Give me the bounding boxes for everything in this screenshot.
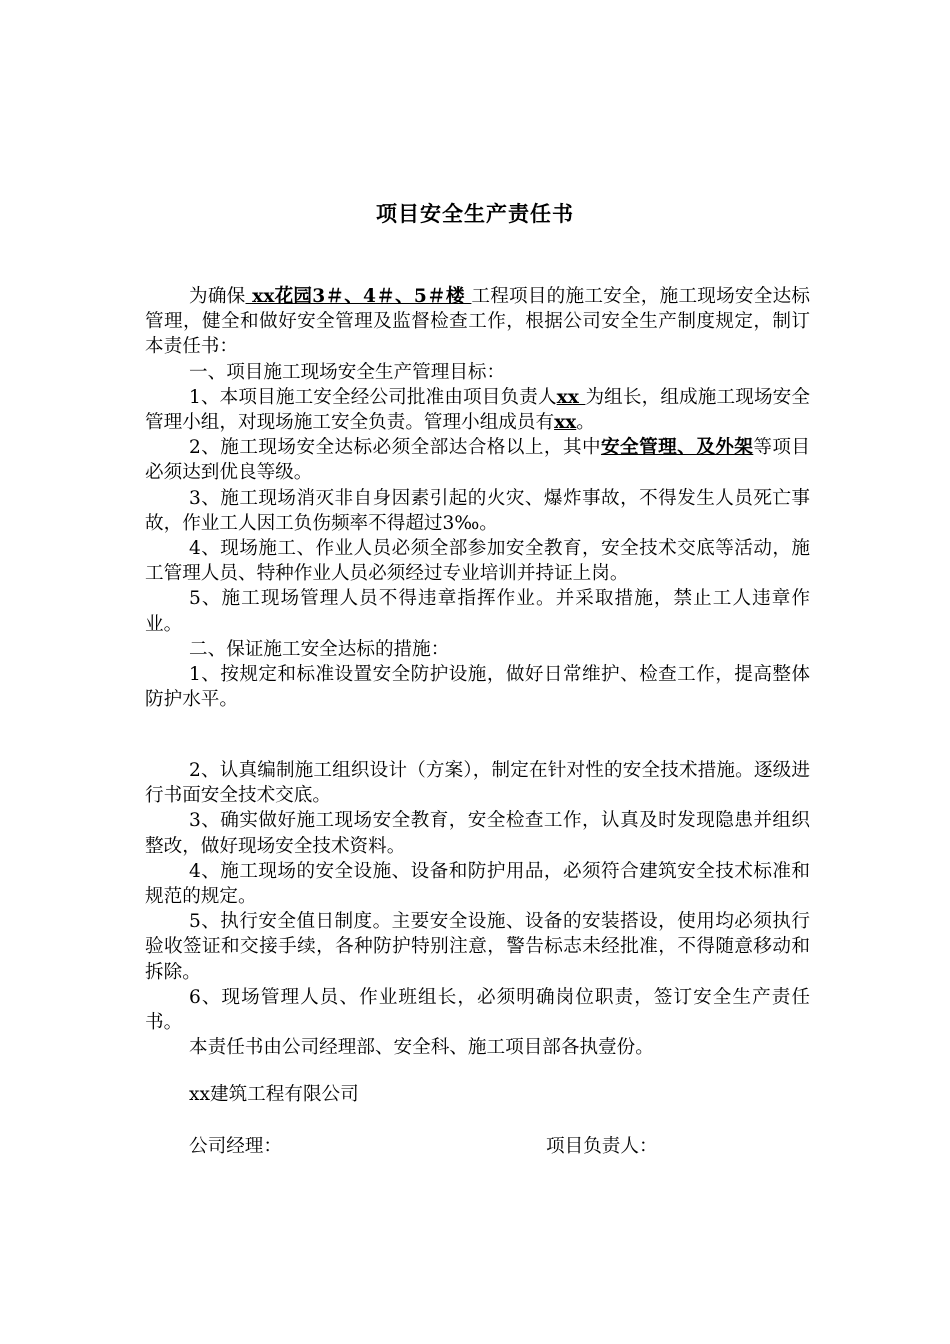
section2-item-3: 3、确实做好施工现场安全教育，安全检查工作，认真及时发现隐患并组织整改，做好现场安全技术资料。	[145, 810, 810, 857]
section1-item-3: 3、施工现场消灭非自身因素引起的火灾、爆炸事故，不得发生人员死亡事故，作业工人因工负伤频率不得超过3‰。	[145, 487, 810, 534]
section2-item-1: 1、按规定和标准设置安全防护设施，做好日常维护、检查工作，提高整体防护水平。	[145, 664, 810, 711]
item1-text-middle: 为组长，组成施工现场安全管理小组，对现场施工安全负责。管理小组成员有	[145, 386, 810, 434]
body-block-1	[145, 284, 810, 712]
section1-item-2	[145, 435, 810, 485]
section2-item-4: 4、施工现场的安全设施、设备和防护用品，必须符合建筑安全技术标准和规范的规定。	[145, 860, 810, 908]
project-lead-signature-label: 项目负责人：	[546, 1136, 658, 1157]
intro-paragraph	[145, 284, 810, 360]
section1-item-1	[145, 385, 810, 435]
company-name: xx建筑工程有限公司	[189, 1084, 359, 1105]
section1-item-5: 5、施工现场管理人员不得违章指挥作业。并采取措施，禁止工人违章作业。	[145, 588, 810, 635]
item2-text-before: 2、施工现场安全达标必须全部达合格以上，其中	[189, 437, 602, 459]
project-leader: xx	[556, 386, 586, 408]
item2-emphasis: 安全管理、及外架	[601, 437, 754, 459]
team-members: xx	[554, 412, 577, 434]
manager-signature-label: 公司经理：	[189, 1136, 282, 1157]
body-block-2	[145, 758, 810, 1060]
section1-item-4: 4、现场施工、作业人员必须全部参加安全教育，安全技术交底等活动，施工管理人员、特种作业人员必须经过专业培训并持证上岗。	[145, 538, 810, 585]
section2-heading: 二、保证施工安全达标的措施：	[189, 638, 450, 660]
intro-text-after: 工程项目的施工安全，施工现场安全达标管理，健全和做好安全管理及监督检查工作，根据公司安全生产制度规定，制订本责任书：	[145, 286, 810, 358]
section2-item-6: 6、现场管理人员、作业班组长，必须明确岗位职责，签订安全生产责任书。	[145, 986, 810, 1034]
section2-item-2: 2、认真编制施工组织设计（方案），制定在针对性的安全技术措施。逐级进行书面安全技术交底。	[145, 760, 810, 807]
item1-text-end: 。	[576, 412, 595, 434]
item2-text-after: 等项目必须达到优良等级。	[145, 437, 810, 484]
item1-text-before: 1、本项目施工安全经公司批准由项目负责人	[189, 386, 557, 408]
section1-heading: 一、项目施工现场安全生产管理目标：	[189, 361, 506, 383]
section2-item-5: 5、执行安全值日制度。主要安全设施、设备的安装搭设，使用均必须执行验收签证和交接手续，各种防护特别注意，警告标志未经批准，不得随意移动和拆除。	[145, 911, 810, 983]
document-title: 项目安全生产责任书	[376, 201, 574, 226]
project-name: xx花园3＃、4＃、5＃楼	[245, 286, 472, 307]
intro-text-before: 为确保	[189, 286, 246, 307]
closing-paragraph: 本责任书由公司经理部、安全科、施工项目部各执壹份。	[189, 1037, 654, 1059]
